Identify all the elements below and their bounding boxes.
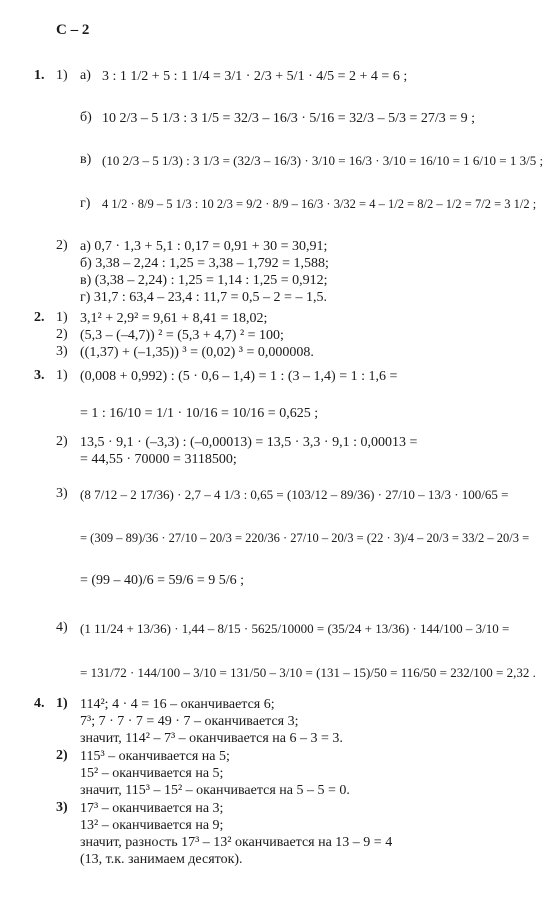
equation-line: (8 7/12 – 2 17/36) · 2,7 – 4 1/3 : 0,65 = (103/12 – 89/36) · 27/10 – 13/3 · 100/65 =	[80, 487, 509, 502]
item-label: а)	[80, 68, 91, 83]
task-number: 1.	[34, 68, 45, 83]
subtask-label: 2)	[56, 748, 68, 763]
equation-line: ((1,37) + (–1,35)) ³ = (0,02) ³ = 0,000008.	[80, 345, 314, 360]
text-line: 114²; 4 · 4 = 16 – оканчивается 6;	[80, 697, 275, 712]
equation-line: = (99 – 40)/6 = 59/6 = 9 5/6 ;	[80, 573, 245, 588]
subtask-label: 3)	[56, 486, 68, 501]
equation-line: б) 3,38 – 2,24 : 1,25 = 3,38 – 1,792 = 1,588;	[80, 256, 329, 271]
text-line: значит, 114² – 7³ – оканчивается на 6 – 3 = 3.	[80, 731, 343, 746]
text-line: 7³; 7 · 7 · 7 = 49 · 7 – оканчивается 3;	[80, 714, 299, 729]
equation-line: = 1 : 16/10 = 1/1 · 10/16 = 10/16 = 0,625 ;	[80, 406, 319, 421]
equation-line: а) 0,7 · 1,3 + 5,1 : 0,17 = 0,91 + 30 = 30,91;	[80, 239, 328, 254]
equation-line: 13,5 · 9,1 · (–3,3) : (–0,00013) = 13,5 · 3,3 · 9,1 : 0,00013 =	[80, 435, 418, 450]
page-title: С – 2	[56, 22, 90, 38]
equation-line: (0,008 + 0,992) : (5 · 0,6 – 1,4) = 1 : (3 – 1,4) = 1 : 1,6 =	[80, 369, 398, 384]
item-label: б)	[80, 110, 92, 125]
equation-line: (1 11/24 + 13/36) · 1,44 – 8/15 · 5625/10000 = (35/24 + 13/36) · 144/100 – 3/10 =	[80, 621, 510, 636]
subtask-label: 2)	[56, 327, 68, 342]
equation-line: 3,1² + 2,9² = 9,61 + 8,41 = 18,02;	[80, 311, 268, 326]
subtask-label: 2)	[56, 434, 68, 449]
equation-1-1-g: 4 1/2 · 8/9 – 5 1/3 : 10 2/3 = 9/2 · 8/9 – 16/3 · 3/32 = 4 – 1/2 = 8/2 – 1/2 = 7/2 = 3 1/2 ;	[102, 197, 537, 211]
text-line: 15² – оканчивается на 5;	[80, 766, 224, 781]
subtask-label: 4)	[56, 620, 68, 635]
equation-line: = 131/72 · 144/100 – 3/10 = 131/50 – 3/10 = (131 – 15)/50 = 116/50 = 232/100 = 2,32 .	[80, 665, 536, 680]
equation-line: = (309 – 89)/36 · 27/10 – 20/3 = 220/36 · 27/10 – 20/3 = (22 · 3)/4 – 20/3 = 33/2 – 20/3 =	[80, 531, 530, 545]
subtask-label: 1)	[56, 368, 68, 383]
text-line: 115³ – оканчивается на 5;	[80, 749, 230, 764]
item-label: г)	[80, 196, 91, 211]
task-number: 4.	[34, 696, 45, 711]
subtask-label: 3)	[56, 344, 68, 359]
subtask-label: 2)	[56, 238, 68, 253]
subtask-label: 1)	[56, 696, 68, 711]
equation-line: в) (3,38 – 2,24) : 1,25 = 1,14 : 1,25 = 0,912;	[80, 273, 328, 288]
text-line: (13, т.к. занимаем десяток).	[80, 852, 243, 867]
subtask-label: 1)	[56, 68, 68, 83]
equation-1-1-a: 3 : 1 1/2 + 5 : 1 1/4 = 3/1 · 2/3 + 5/1 · 4/5 = 2 + 4 = 6 ;	[102, 69, 408, 84]
text-line: 17³ – оканчивается на 3;	[80, 801, 224, 816]
task-number: 3.	[34, 368, 45, 383]
text-line: значит, разность 17³ – 13² оканчивается на 13 – 9 = 4	[80, 835, 393, 850]
equation-1-1-v: (10 2/3 – 5 1/3) : 3 1/3 = (32/3 – 16/3) · 3/10 = 16/3 · 3/10 = 16/10 = 1 6/10 = 1 3/5 ;	[102, 153, 544, 168]
task-number: 2.	[34, 310, 45, 325]
equation-line: г) 31,7 : 63,4 – 23,4 : 11,7 = 0,5 – 2 = – 1,5.	[80, 290, 327, 305]
text-line: значит, 115³ – 15² – оканчивается на 5 – 5 = 0.	[80, 783, 350, 798]
subtask-label: 3)	[56, 800, 68, 815]
subtask-label: 1)	[56, 310, 68, 325]
equation-line: (5,3 – (–4,7)) ² = (5,3 + 4,7) ² = 100;	[80, 328, 284, 343]
text-line: 13² – оканчивается на 9;	[80, 818, 224, 833]
equation-1-1-b: 10 2/3 – 5 1/3 : 3 1/5 = 32/3 – 16/3 · 5/16 = 32/3 – 5/3 = 27/3 = 9 ;	[102, 111, 476, 126]
item-label: в)	[80, 152, 92, 167]
equation-line: = 44,55 · 70000 = 3118500;	[80, 452, 237, 467]
